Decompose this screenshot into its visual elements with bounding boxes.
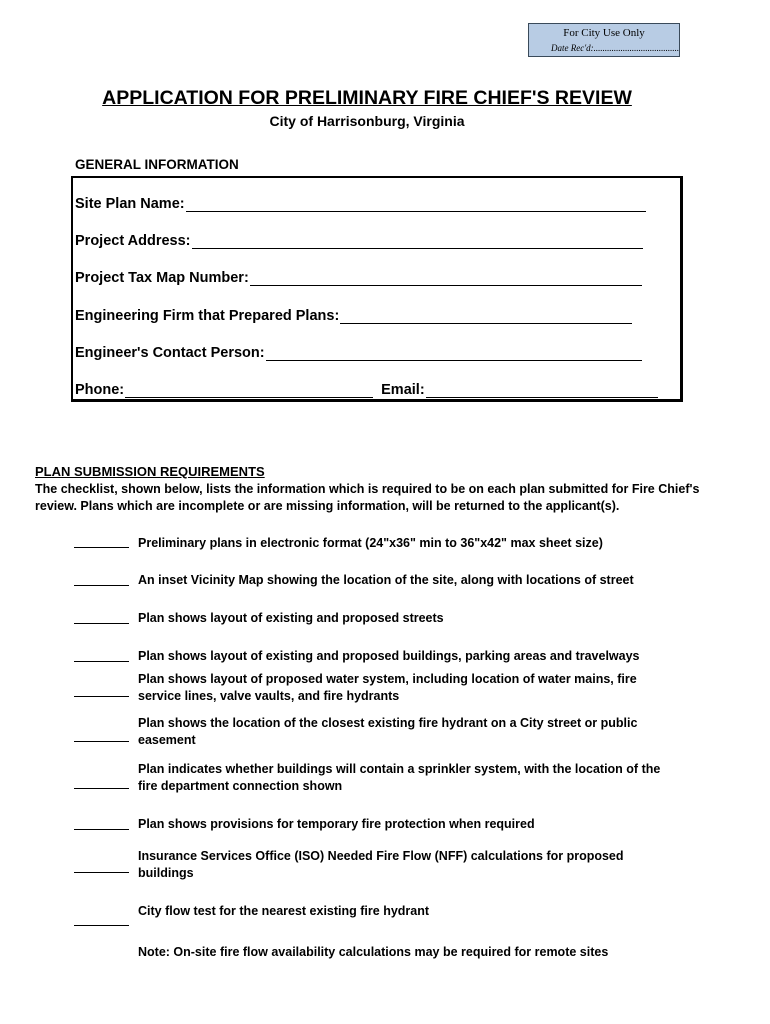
tax-map-label: Project Tax Map Number: [75, 270, 249, 286]
phone-label: Phone: [75, 382, 125, 398]
checklist-item-4: Plan shows layout of existing and proposed buildings, parking areas and travelways [138, 649, 640, 663]
checklist-item-7: Plan indicates whether buildings will contain a sprinkler system, with the location of the fire department connection shown [138, 762, 661, 793]
checklist-item-10: City flow test for the nearest existing fire hydrant [138, 904, 430, 918]
phone-email-row [75, 382, 658, 398]
city-use-title: For City Use Only [563, 27, 645, 39]
checklist-item-2: An inset Vicinity Map showing the location of the site, along with locations of street [138, 573, 634, 587]
checklist-item-9: Insurance Services Office (ISO) Needed Fire Flow (NFF) calculations for proposed buildings [138, 849, 624, 880]
engineering-firm-field[interactable] [340, 309, 632, 324]
email-label: Email: [381, 382, 425, 398]
project-address-label: Project Address: [75, 233, 191, 249]
contact-row [75, 345, 642, 361]
general-info-box [71, 176, 683, 402]
checklist-blank-9[interactable] [74, 872, 129, 873]
checklist-blank-6[interactable] [74, 741, 129, 742]
checklist-blank-8[interactable] [74, 829, 129, 830]
checklist-blank-5[interactable] [74, 696, 129, 697]
checklist-item-1: Preliminary plans in electronic format (24"x36" min to 36"x42" max sheet size) [138, 536, 603, 550]
phone-field[interactable] [125, 383, 373, 398]
project-address-field[interactable] [192, 234, 643, 249]
checklist-item-3: Plan shows layout of existing and proposed streets [138, 611, 444, 625]
site-plan-label: Site Plan Name: [75, 196, 185, 212]
page-title: APPLICATION FOR PRELIMINARY FIRE CHIEF'S REVIEW [102, 87, 632, 109]
requirements-note: Note: On-site fire flow availability calculations may be required for remote sites [138, 945, 609, 959]
engineering-firm-label: Engineering Firm that Prepared Plans: [75, 308, 340, 324]
checklist-blank-2[interactable] [74, 585, 129, 586]
page-subtitle: City of Harrisonburg, Virginia [269, 113, 465, 129]
date-received-label: Date Rec'd: [551, 43, 594, 53]
requirements-description: The checklist, shown below, lists the information which is required to be on each plan submitted for Fire Chief's review. Plans which are incomplete or are missing information, will be returned to the applicant(s). [35, 482, 700, 513]
contact-field[interactable] [266, 346, 642, 361]
engineering-firm-row [75, 308, 632, 324]
site-plan-field[interactable] [186, 197, 646, 212]
project-address-row [75, 233, 643, 249]
contact-label: Engineer's Contact Person: [75, 345, 265, 361]
checklist-blank-3[interactable] [74, 623, 129, 624]
checklist-blank-1[interactable] [74, 547, 129, 548]
email-field[interactable] [426, 383, 658, 398]
city-use-box [528, 23, 680, 57]
checklist-blank-10[interactable] [74, 925, 129, 926]
checklist-item-6: Plan shows the location of the closest existing fire hydrant on a City street or public easement [138, 716, 638, 747]
requirements-heading: PLAN SUBMISSION REQUIREMENTS [35, 464, 265, 479]
general-info-heading: GENERAL INFORMATION [75, 157, 239, 172]
checklist-item-5: Plan shows layout of proposed water system, including location of water mains, fire service lines, valve vaults, and fire hydrants [138, 672, 637, 703]
tax-map-row [75, 270, 642, 286]
date-received [551, 43, 679, 53]
checklist-blank-4[interactable] [74, 661, 129, 662]
tax-map-field[interactable] [250, 271, 642, 286]
site-plan-row [75, 196, 646, 212]
checklist-blank-7[interactable] [74, 788, 129, 789]
date-received-field[interactable]: ...................................... [593, 43, 680, 53]
checklist-item-8: Plan shows provisions for temporary fire protection when required [138, 817, 535, 831]
